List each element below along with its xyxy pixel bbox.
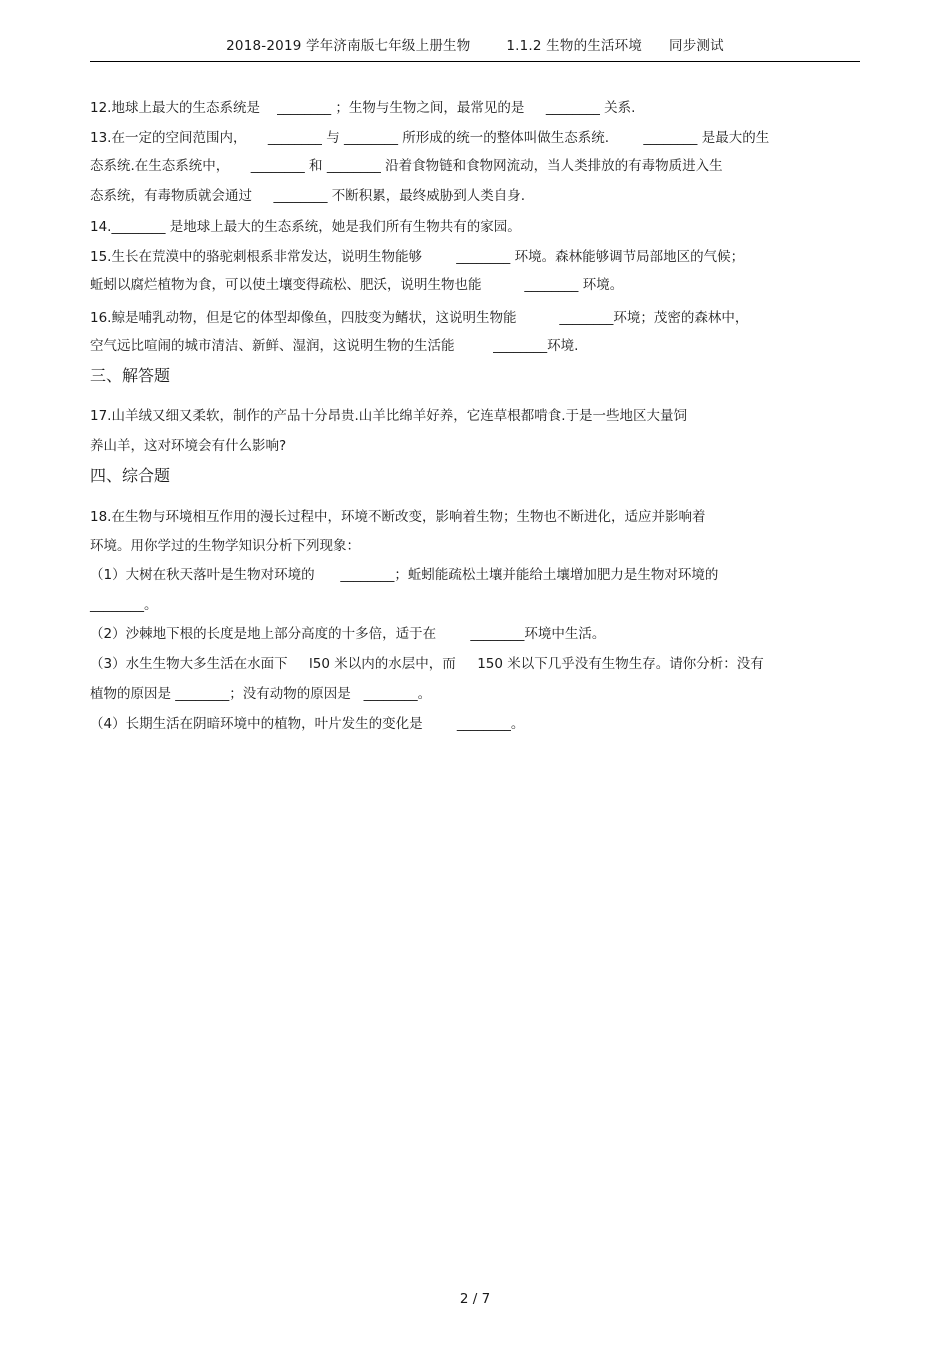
section-title-answer: 三、解答题: [90, 366, 171, 385]
question-17-line-2: 养山羊，这对环境会有什么影响?: [90, 438, 287, 454]
question-18-sub-3-line-1: （3）水生生物大多生活在水面下 l50 米以内的水层中，而 150 米以下几乎没有生物生存。请你分析：没有: [90, 656, 764, 672]
page-number: 2 / 7: [459, 1291, 491, 1307]
question-18-sub-1-line-2: ________。: [90, 597, 158, 613]
question-17-line-1: 17.山羊绒又细又柔软，制作的产品十分昂贵.山羊比绵羊好养，它连草根都啃食.于是一些地区大量饲: [90, 408, 688, 424]
question-16-line-2: 空气远比喧闹的城市清洁、新鲜、湿润，这说明生物的生活能 ________环境.: [90, 338, 579, 354]
page-header: 2018-2019 学年济南版七年级上册生物 1.1.2 生物的生活环境 同步测试: [226, 38, 724, 54]
question-15-line-2: 蚯蚓以腐烂植物为食，可以使土壤变得疏松、肥沃，说明生物也能 ________ 环境。: [90, 277, 624, 293]
question-18-line-2: 环境。用你学过的生物学知识分析下列现象：: [90, 538, 360, 554]
question-13-line-1: 13.在一定的空间范围内， ________ 与 ________ 所形成的统一的整体叫做生态系统. ________ 是最大的生: [90, 130, 770, 146]
question-15-line-1: 15.生长在荒漠中的骆驼刺根系非常发达，说明生物能够 ________ 环境。森林能够调节局部地区的气候；: [90, 249, 745, 265]
question-14-line-1: 14.________ 是地球上最大的生态系统，她是我们所有生物共有的家园。: [90, 219, 521, 235]
question-18-sub-2: （2）沙棘地下根的长度是地上部分高度的十多倍，适于在 ________环境中生活。: [90, 626, 606, 642]
section-title-comprehensive: 四、综合题: [90, 466, 171, 485]
question-13-line-3: 态系统，有毒物质就会通过 ________ 不断积累，最终威胁到人类自身.: [90, 188, 526, 204]
question-13-line-2: 态系统.在生态系统中， ________ 和 ________ 沿着食物链和食物网流动，当人类排放的有毒物质进入生: [90, 158, 723, 174]
question-18-sub-1-line-1: （1）大树在秋天落叶是生物对环境的 ________；蚯蚓能疏松土壤并能给土壤增加肥力是生物对环境的: [90, 567, 719, 583]
header-divider: [90, 61, 860, 62]
question-18-sub-4: （4）长期生活在阴暗环境中的植物，叶片发生的变化是 ________。: [90, 716, 525, 732]
question-12-line-1: 12.地球上最大的生态系统是 ________ ；生物与生物之间，最常见的是 ________ 关系.: [90, 100, 636, 116]
question-18-sub-3-line-2: 植物的原因是 ________；没有动物的原因是 ________。: [90, 686, 432, 702]
question-16-line-1: 16.鲸是哺乳动物，但是它的体型却像鱼，四肢变为鳍状，这说明生物能 ________环境；茂密的森林中，: [90, 310, 749, 326]
question-18-line-1: 18.在生物与环境相互作用的漫长过程中，环境不断改变，影响着生物；生物也不断进化，适应并影响着: [90, 509, 706, 525]
